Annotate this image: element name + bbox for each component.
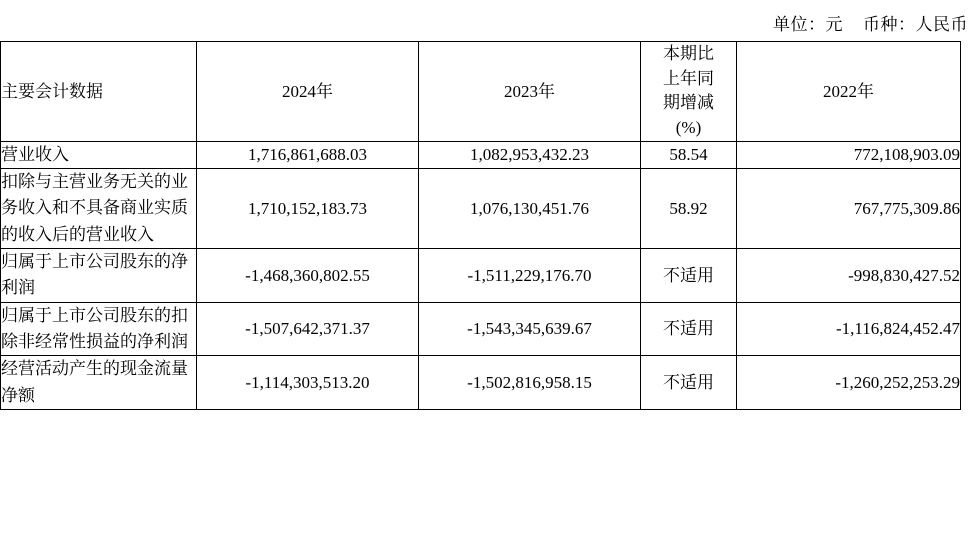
table-header-row [1, 42, 961, 142]
row-label-adjusted-revenue: 扣除与主营业务无关的业务收入和不具备商业实质的收入后的营业收入 [1, 168, 197, 248]
table-row [1, 248, 961, 302]
cell-2024: 1,710,152,183.73 [197, 168, 419, 248]
cell-2022: -1,116,824,452.47 [737, 302, 961, 356]
table-row [1, 302, 961, 356]
header-change-line-3: 期增减 [663, 93, 714, 113]
cell-change: 58.92 [641, 168, 737, 248]
cell-change: 不适用 [641, 302, 737, 356]
cell-2022: 767,775,309.86 [737, 168, 961, 248]
cell-2022: 772,108,903.09 [737, 141, 961, 168]
cell-change: 不适用 [641, 356, 737, 410]
header-cell-2022: 2022年 [737, 42, 961, 142]
cell-2024: 1,716,861,688.03 [197, 141, 419, 168]
currency-unit-text: 单位：元 [773, 15, 843, 34]
cell-2024: -1,507,642,371.37 [197, 302, 419, 356]
cell-2022: -998,830,427.52 [737, 248, 961, 302]
row-label-net-profit: 归属于上市公司股东的净利润 [1, 248, 197, 302]
header-change-line-1: 本期比 [663, 44, 714, 63]
cell-2024: -1,114,303,513.20 [197, 356, 419, 410]
header-cell-2023: 2023年 [419, 42, 641, 142]
table-row [1, 141, 961, 168]
cell-2023: -1,543,345,639.67 [419, 302, 641, 356]
cell-change: 不适用 [641, 248, 737, 302]
unit-note [773, 10, 968, 35]
cell-2023: 1,082,953,432.23 [419, 141, 641, 168]
header-cell-main-label: 主要会计数据 [1, 42, 197, 142]
cell-2024: -1,468,360,802.55 [197, 248, 419, 302]
cell-2022: -1,260,252,253.29 [737, 356, 961, 410]
currency-type-text: 币种：人民币 [863, 15, 968, 34]
header-cell-2024: 2024年 [197, 42, 419, 142]
table-row [1, 168, 961, 248]
table-row [1, 356, 961, 410]
row-label-revenue: 营业收入 [1, 141, 197, 168]
financial-data-table [0, 41, 961, 410]
cell-change: 58.54 [641, 141, 737, 168]
header-cell-change [641, 42, 737, 142]
header-change-line-4: (%) [675, 117, 702, 137]
cell-2023: -1,502,816,958.15 [419, 356, 641, 410]
cell-2023: 1,076,130,451.76 [419, 168, 641, 248]
row-label-operating-cashflow: 经营活动产生的现金流量净额 [1, 356, 197, 410]
row-label-net-profit-deducted: 归属于上市公司股东的扣除非经常性损益的净利润 [1, 302, 197, 356]
header-change-line-2: 上年同 [663, 68, 714, 88]
cell-2023: -1,511,229,176.70 [419, 248, 641, 302]
